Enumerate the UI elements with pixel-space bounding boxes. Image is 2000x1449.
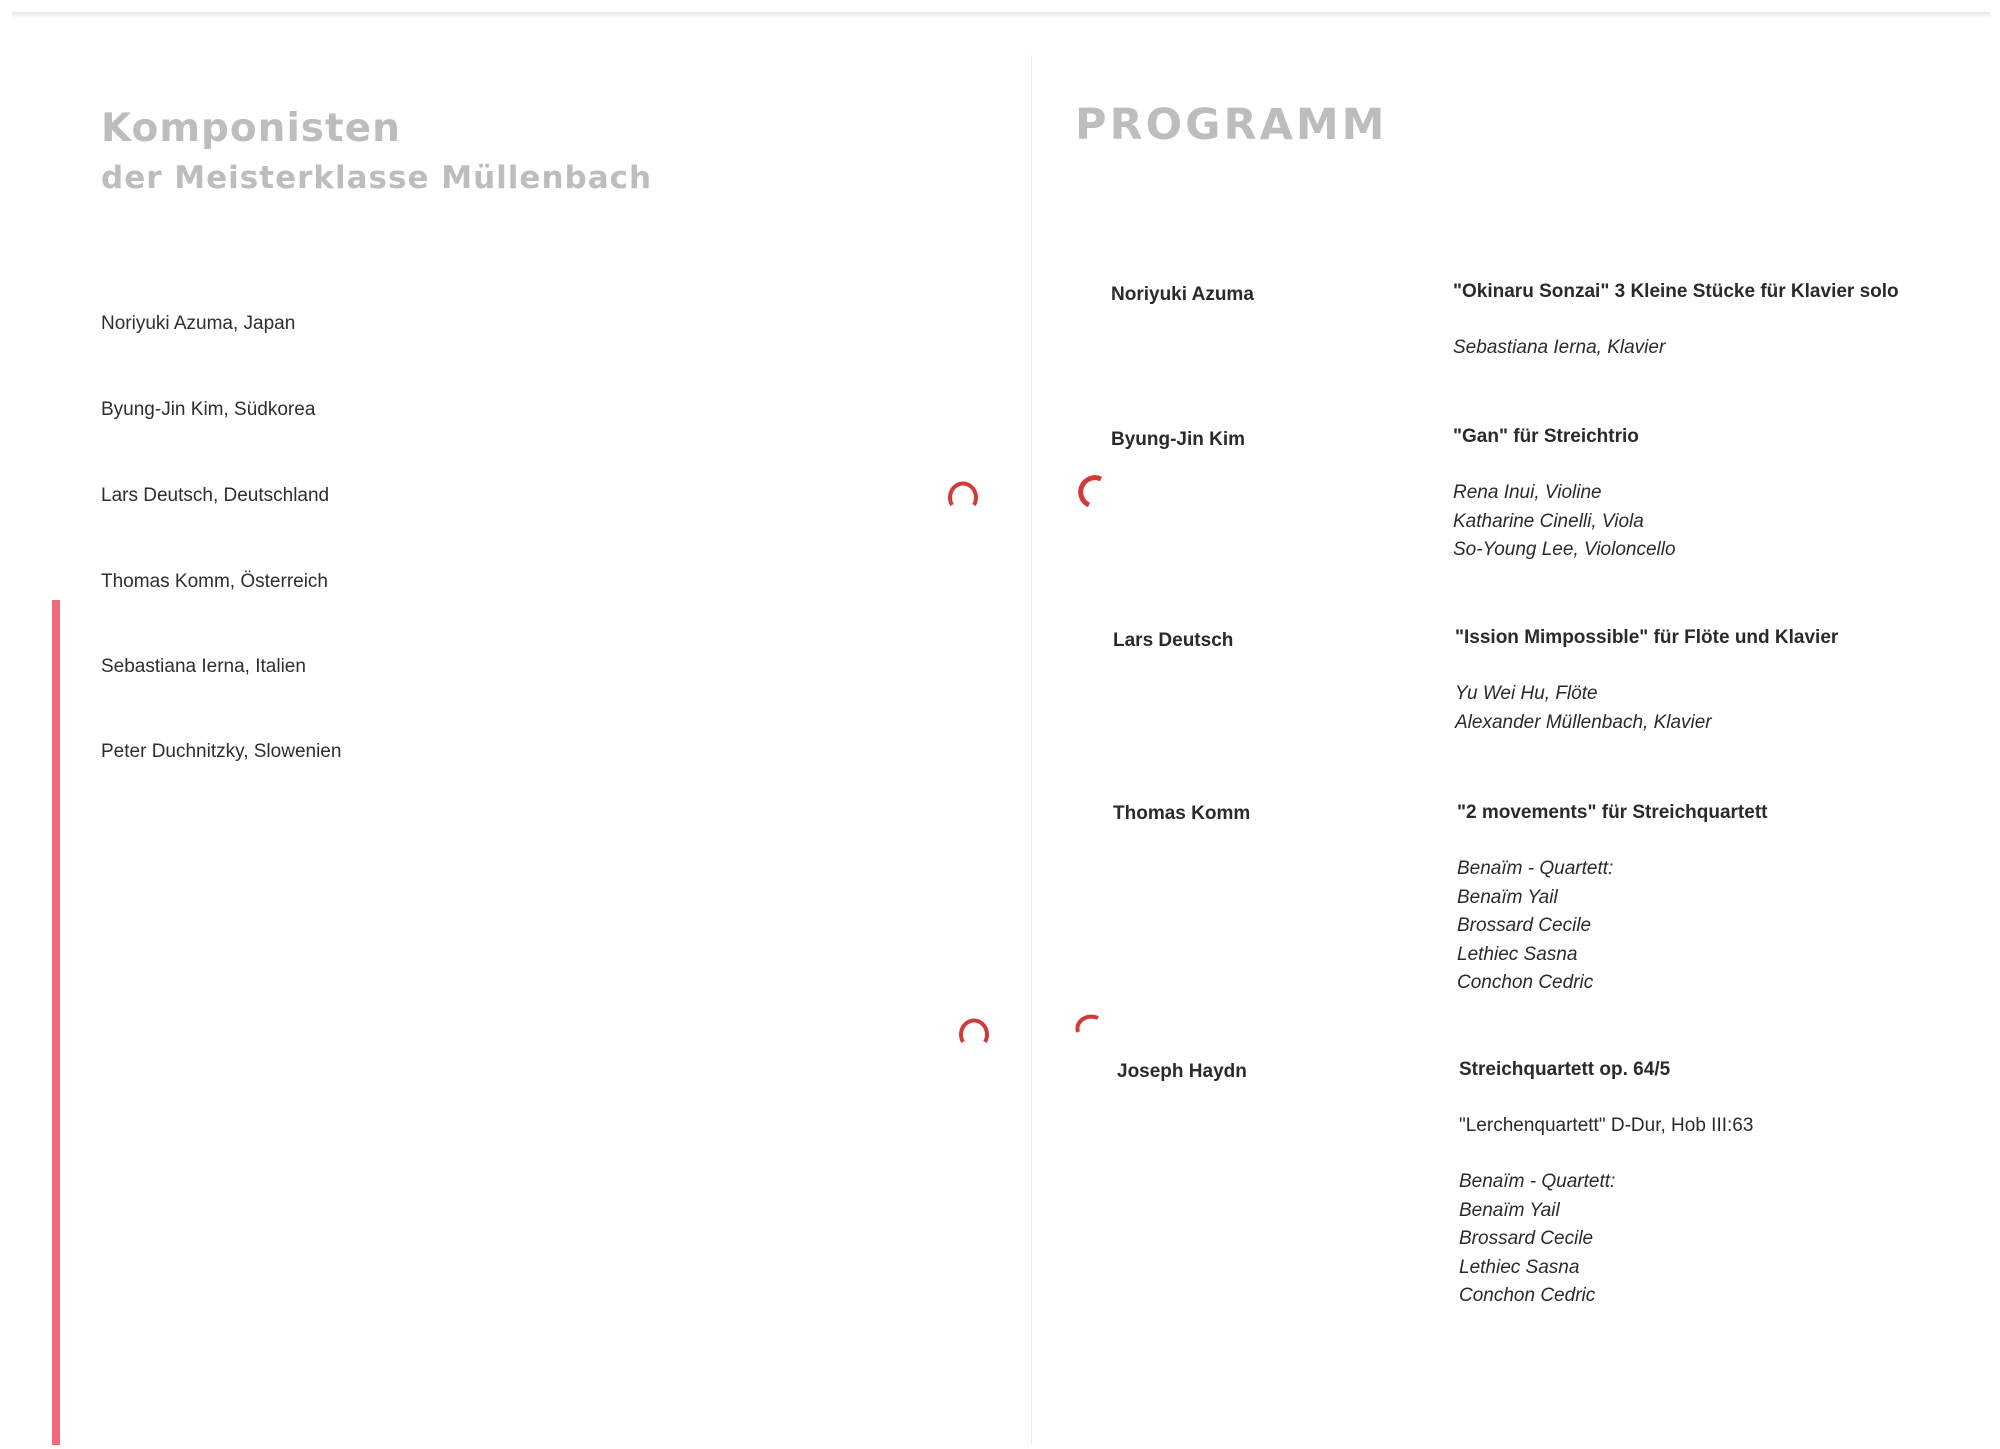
performer: Lethiec Sasna <box>1457 943 1578 965</box>
performer-list <box>1457 855 1767 998</box>
fold-line <box>1031 55 1032 1445</box>
composer-list-item: Thomas Komm, Österreich <box>101 571 328 592</box>
performer-list <box>1455 680 1838 737</box>
program-work-title: "2 movements" für Streichquartett <box>1457 802 1768 823</box>
program-work-title: "Gan" für Streichtrio <box>1453 426 1639 447</box>
program-work-title: "Ission Mimpossible" für Flöte und Klavier <box>1455 627 1839 648</box>
punch-hole <box>1072 1012 1104 1046</box>
performer: Yu Wei Hu, Flöte <box>1455 683 1598 704</box>
punch-hole <box>947 475 979 509</box>
performer: Benaïm - Quartett: <box>1457 858 1614 879</box>
program-work-title: Streichquartett op. 64/5 <box>1459 1059 1671 1080</box>
performer: Brossard Cecile <box>1457 915 1592 936</box>
punch-hole <box>958 1012 990 1046</box>
punch-hole <box>1077 475 1109 509</box>
program-work-subtitle: "Lerchenquartett" D-Dur, Hob III:63 <box>1459 1115 1754 1136</box>
left-page-title: Komponisten <box>101 106 401 151</box>
program-composer: Byung-Jin Kim <box>1111 429 1246 450</box>
scan-top-shadow <box>12 12 1990 18</box>
performer: Benaïm Yail <box>1457 886 1558 908</box>
performer: Rena Inui, Violine <box>1453 482 1602 503</box>
performer: Conchon Cedric <box>1457 972 1594 993</box>
program-composer: Noriyuki Azuma <box>1111 284 1254 305</box>
program-composer: Lars Deutsch <box>1113 630 1234 651</box>
performer: Katharine Cinelli, Viola <box>1453 510 1644 532</box>
performer: Brossard Cecile <box>1459 1228 1594 1249</box>
performer-list <box>1459 1168 1753 1311</box>
composer-list-item: Noriyuki Azuma, Japan <box>101 313 296 334</box>
performer-list <box>1453 479 1676 565</box>
program-entry <box>1453 423 1676 565</box>
program-entry <box>1455 624 1838 737</box>
performer: Benaïm - Quartett: <box>1459 1171 1616 1192</box>
red-edge-stripe <box>52 600 60 1445</box>
composer-list-item: Sebastiana Ierna, Italien <box>101 656 306 677</box>
right-page-title: PROGRAMM <box>1075 100 1388 150</box>
performer: So-Young Lee, Violoncello <box>1453 539 1676 560</box>
composer-list-item: Peter Duchnitzky, Slowenien <box>101 741 342 762</box>
program-work-title: "Okinaru Sonzai" 3 Kleine Stücke für Klavier solo <box>1453 281 1899 302</box>
program-entry <box>1459 1056 1753 1311</box>
performer: Alexander Müllenbach, Klavier <box>1455 711 1712 733</box>
performer-list <box>1453 334 1899 363</box>
performer: Lethiec Sasna <box>1459 1256 1580 1278</box>
program-entry <box>1453 278 1899 363</box>
performer: Benaïm Yail <box>1459 1199 1560 1221</box>
program-entry <box>1457 799 1767 998</box>
composer-list-item: Lars Deutsch, Deutschland <box>101 485 330 506</box>
performer: Conchon Cedric <box>1459 1285 1596 1306</box>
performer: Sebastiana Ierna, Klavier <box>1453 337 1666 358</box>
program-composer: Thomas Komm <box>1113 803 1251 824</box>
left-page-subtitle: der Meisterklasse Müllenbach <box>101 160 653 196</box>
program-composer: Joseph Haydn <box>1117 1061 1247 1082</box>
composer-list-item: Byung-Jin Kim, Südkorea <box>101 399 316 420</box>
